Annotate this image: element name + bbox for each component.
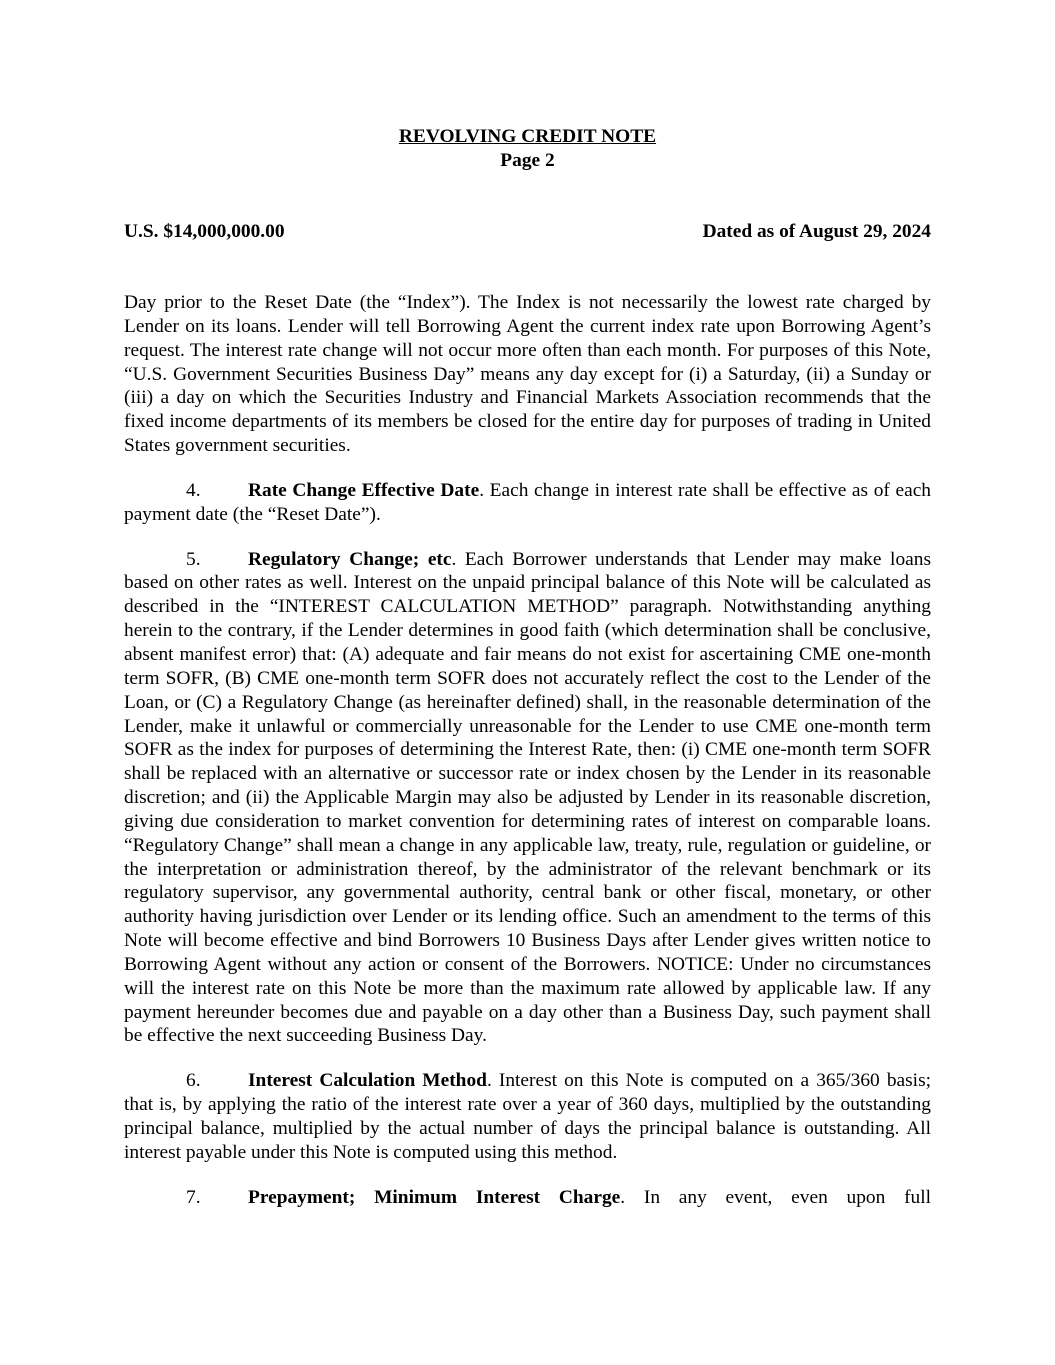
document-title-block: [0, 125, 1055, 173]
section-number: 4.: [186, 479, 201, 501]
section-text: . Each Borrower understands that Lender may make loans based on other rates as well. Interest on the unpaid principal balance of this Note will be calculated as described in the “INTEREST CALCULATION METHOD” paragraph. Notwithstanding anything herein to the contrary, if the Lender determines in good faith (which determination shall be conclusive, absent manifest error) that: (A) adequate and fair means do not exist for ascertaining CME one-month term SOFR, (B) CME one-month term SOFR does not accurately reflect the cost to the Lender of the Loan, or (C) a Regulatory Change (as hereinafter defined) shall, in the reasonable determination of the Lender, make it unlawful or commercially unreasonable for the Lender to use CME one-month term SOFR as the index for purposes of determining the Interest Rate, then: (i) CME one-month term SOFR shall be replaced with an alternative or successor rate or index chosen by the Lender in its reasonable discretion; and (ii) the Applicable Margin may also be adjusted by Lender in its reasonable discretion, giving due consideration to market convention for determining rates of interest on comparable loans. “Regulatory Change” shall mean a change in any applicable law, treaty, rule, regulation or guideline, or the interpretation or administration thereof, by the administrator of the relevant benchmark or its regulatory supervisor, any governmental authority, central bank or other fiscal, monetary, or other authority having jurisdiction over Lender or its lending office. Such an amendment to the terms of this Note will become effective and bind Borrowers 10 Business Days after Lender gives written notice to Borrowing Agent without any action or consent of the Borrowers. NOTICE: Under no circumstances will the interest rate on this Note be more than the maximum rate allowed by applicable law. If any payment hereunder becomes due and payable on a day other than a Business Day, such payment shall be effective the next succeeding Business Day.: [124, 548, 931, 1047]
section-4: [124, 479, 931, 527]
section-heading: Prepayment; Minimum Interest Charge: [248, 1186, 621, 1208]
section-5: [124, 548, 931, 1049]
document-body: [124, 291, 931, 1231]
section-7: [124, 1186, 931, 1210]
page-label: Page 2: [500, 149, 555, 171]
section-number: 5.: [186, 548, 201, 570]
note-header: [124, 220, 931, 244]
section-text: . In any event, even upon full: [620, 1186, 932, 1208]
section-text: . Interest on this Note is computed on a 365/360 basis; that is, by applying the ratio of the interest rate over a year of 360 days, multiplied by the outstanding principal balance, multiplied by the actual number of days the principal balance is outstanding. All interest payable under this Note is computed using this method.: [124, 1070, 931, 1163]
section-heading: Regulatory Change; etc: [248, 548, 452, 570]
section-heading: Interest Calculation Method: [248, 1070, 487, 1092]
section-6: [124, 1069, 931, 1164]
note-date: Dated as of August 29, 2024: [702, 221, 931, 242]
section-number: 7.: [186, 1186, 201, 1208]
section-text: . Each change in interest rate shall be effective as of each payment date (the “Reset Date”).: [124, 479, 932, 525]
note-amount: U.S. $14,000,000.00: [124, 221, 285, 242]
continued-paragraph: Day prior to the Reset Date (the “Index”). The Index is not necessarily the lowest rate charged by Lender on its loans. Lender will tell Borrowing Agent the current index rate upon Borrowing Agent’s request. The interest rate change will not occur more often than each month. For purposes of this Note, “U.S. Government Securities Business Day” means any day except for (i) a Saturday, (ii) a Sunday or (iii) a day on which the Securities Industry and Financial Markets Association recommends that the fixed income departments of its members be closed for the entire day for purposes of trading in United States government securities.: [124, 292, 931, 457]
document-title: REVOLVING CREDIT NOTE: [398, 126, 657, 147]
section-heading: Rate Change Effective Date: [248, 479, 480, 501]
section-number: 6.: [186, 1070, 201, 1092]
